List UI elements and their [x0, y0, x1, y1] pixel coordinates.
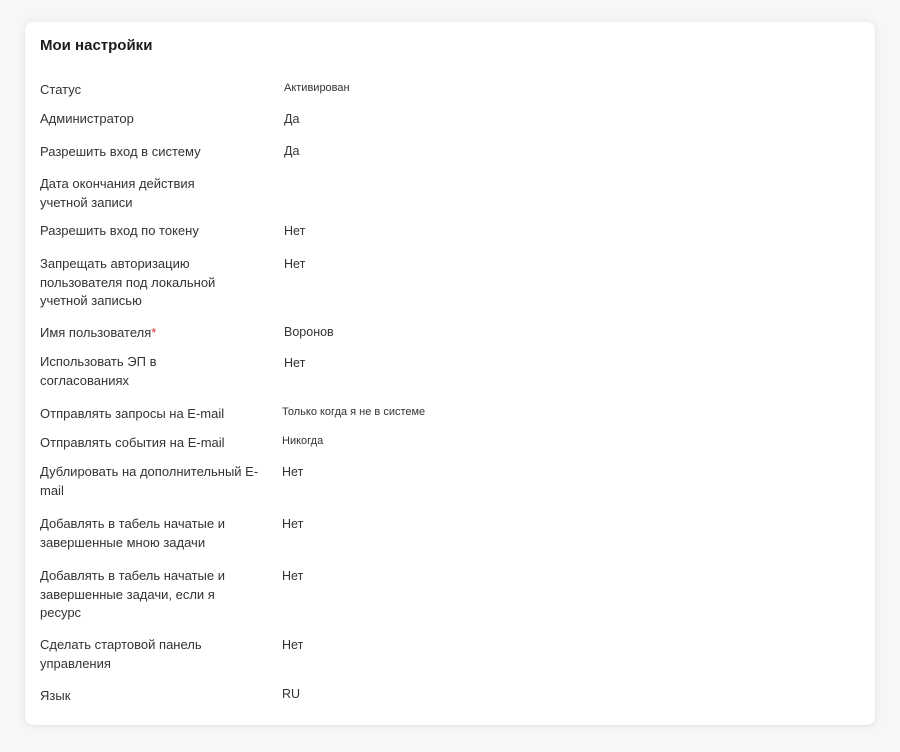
row-value-username: Воронов [284, 325, 334, 339]
row-label-send-requests-email: Отправлять запросы на E-mail [40, 406, 225, 421]
row-label-language: Язык [40, 688, 71, 703]
row-label-allow-login: Разрешить вход в систему [40, 144, 201, 159]
row-value-duplicate-email: Нет [282, 465, 304, 479]
row-label-status: Статус [40, 82, 82, 97]
row-value-administrator: Да [284, 112, 300, 126]
row-value-timesheet-my-tasks: Нет [282, 517, 304, 531]
row-value-start-dashboard: Нет [282, 638, 304, 652]
row-label-use-signature: Использовать ЭП в согласованиях [40, 354, 157, 388]
row-value-language: RU [282, 687, 301, 701]
row-label-account-expiry: Дата окончания действия учетной записи [40, 176, 195, 210]
row-value-send-events-email: Никогда [282, 435, 324, 447]
row-label-timesheet-my-tasks: Добавлять в табель начатые и завершенные мною задачи [40, 516, 225, 550]
row-value-token-login: Нет [284, 224, 306, 238]
row-label-deny-local-auth: Запрещать авторизацию пользователя под локальной учетной записью [40, 256, 216, 308]
row-label-administrator: Администратор [40, 111, 134, 126]
row-label-timesheet-resource-tasks: Добавлять в табель начатые и завершенные задачи, если я ресурс [40, 568, 225, 620]
row-value-send-requests-email: Только когда я не в системе [282, 406, 426, 418]
page-title: Мои настройки [40, 37, 153, 54]
row-label-send-events-email: Отправлять события на E-mail [40, 435, 225, 450]
row-value-allow-login: Да [284, 144, 300, 158]
row-label-duplicate-email: Дублировать на дополнительный E-mail [40, 464, 259, 498]
row-value-status: Активирован [284, 82, 350, 94]
row-label-username: Имя пользователя* [40, 325, 157, 340]
required-mark: * [151, 325, 157, 340]
row-label-start-dashboard: Сделать стартовой панель управления [40, 637, 202, 671]
row-label-token-login: Разрешить вход по токену [40, 223, 199, 238]
row-value-deny-local-auth: Нет [284, 257, 306, 271]
settings-card [25, 22, 875, 725]
row-value-timesheet-resource-tasks: Нет [282, 569, 304, 583]
row-value-use-signature: Нет [284, 356, 306, 370]
